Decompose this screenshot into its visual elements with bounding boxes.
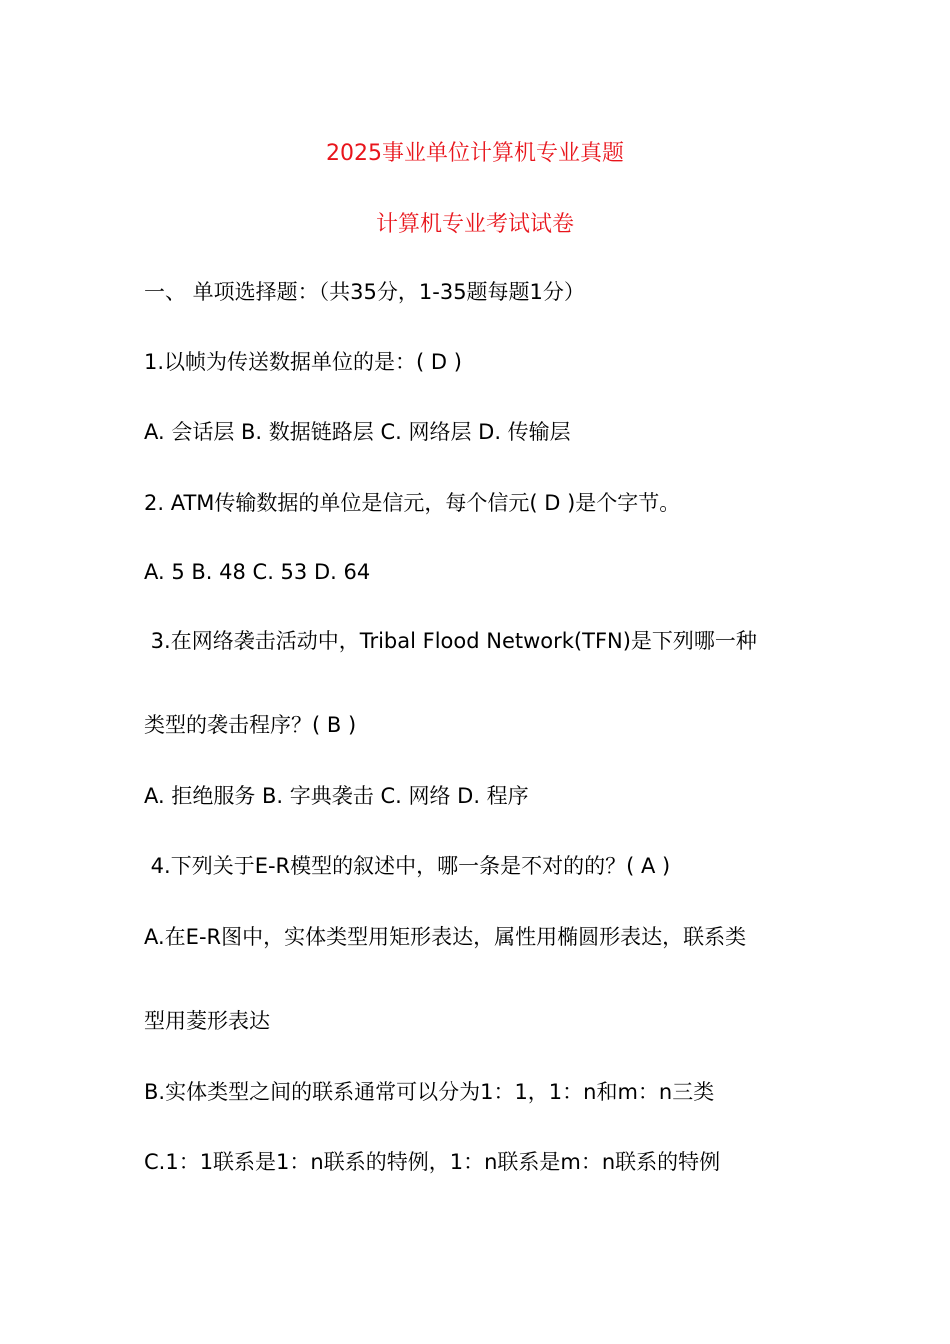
- question-3-options: A. 拒绝服务 B. 字典袭击 C. 网络 D. 程序: [144, 784, 529, 808]
- question-4-option-b: B.实体类型之间的联系通常可以分为1：1，1：n和m：n三类: [144, 1080, 715, 1104]
- question-1-stem: 1.以帧为传送数据单位的是：( D ): [144, 350, 462, 374]
- question-4-option-a-line-2: 型用菱形表达: [144, 1009, 270, 1033]
- document-subtitle: 计算机专业考试试卷: [375, 212, 574, 237]
- question-2-stem: 2. ATM传输数据的单位是信元，每个信元( D )是个字节。: [144, 491, 681, 515]
- question-3-stem-line-1: 3.在网络袭击活动中，Tribal Flood Network(TFN)是下列哪一种: [144, 629, 757, 653]
- question-4-stem: 4.下列关于E-R模型的叙述中，哪一条是不对的的？( A ): [144, 854, 671, 878]
- question-1-options: A. 会话层 B. 数据链路层 C. 网络层 D. 传输层: [144, 420, 571, 444]
- question-3-stem-line-2: 类型的袭击程序？( B ): [144, 713, 357, 737]
- question-2-options: A. 5 B. 48 C. 53 D. 64: [144, 560, 371, 584]
- section-heading: 一、 单项选择题：（共35分，1-35题每题1分）: [144, 280, 585, 304]
- question-4-option-c: C.1：1联系是1：n联系的特例，1：n联系是m：n联系的特例: [144, 1150, 721, 1174]
- question-4-option-a-line-1: A.在E-R图中，实体类型用矩形表达，属性用椭圆形表达，联系类: [144, 925, 747, 949]
- document-title: 2025事业单位计算机专业真题: [326, 141, 624, 166]
